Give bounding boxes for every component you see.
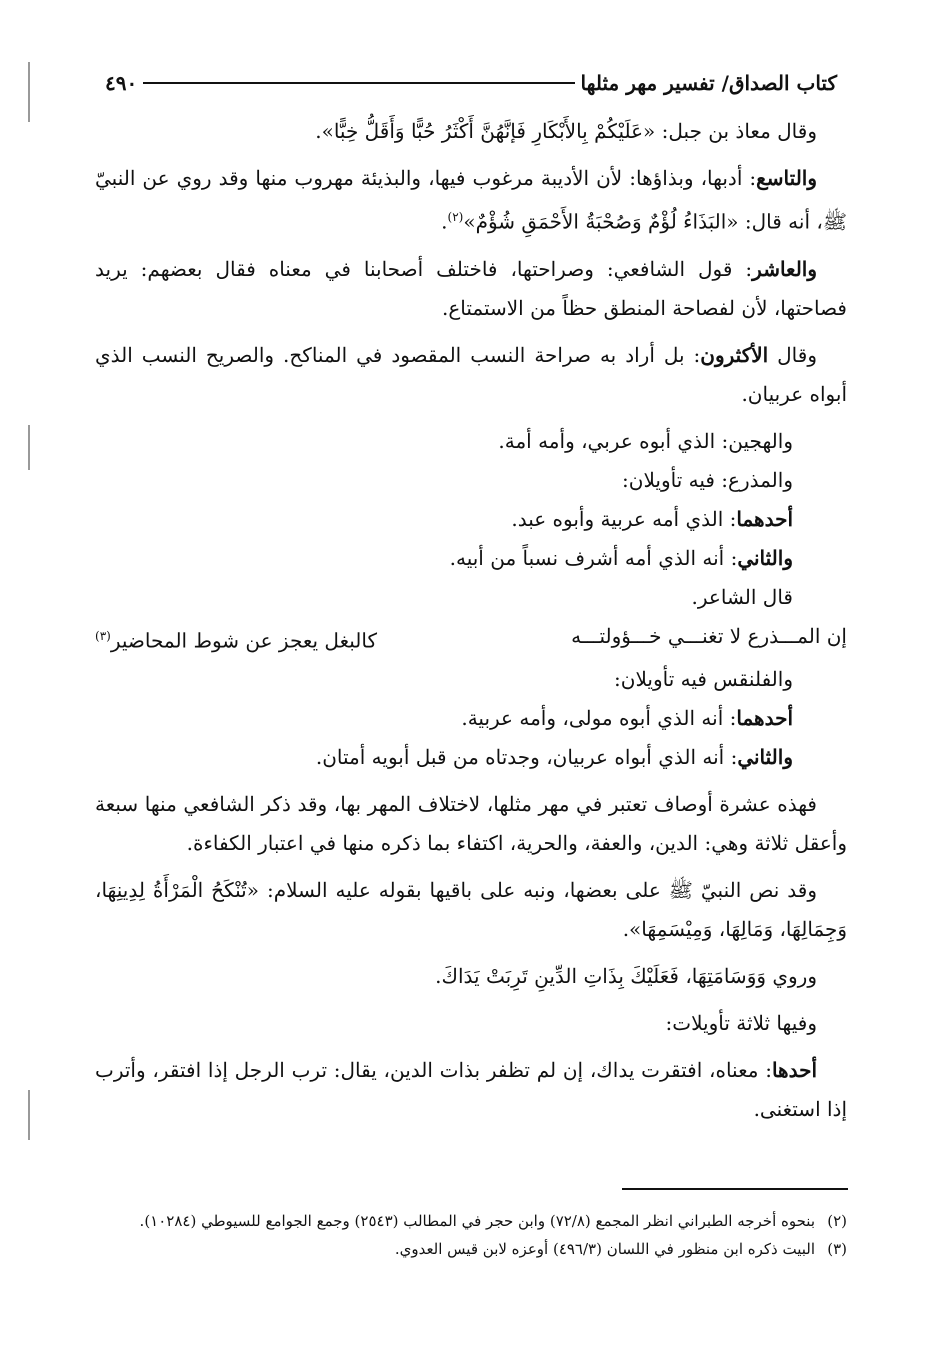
verse-second-hemistich: كالبغل يعجز عن شوط المحاضير [110,628,377,653]
paragraph [95,159,847,242]
paragraph [95,785,847,863]
page-number: ٤٩٠ [105,71,138,95]
poetry-verse [95,617,847,661]
footnote-number: (٢) [827,1212,847,1230]
footnote-ref: (٢) [447,210,464,224]
paragraph [95,250,847,328]
paragraph [95,738,847,777]
paragraph-text: : معناه، افتقرت يداك، إن لم تظفر بذات الدين، يقال: ترب الرجل إذا افتقر، وأترب إذا استغنى. [95,1058,847,1122]
header-rule [143,82,574,84]
paragraph [95,699,847,738]
footnote-separator [622,1188,848,1190]
paragraph-text: والفلنقس فيه تأويلان: [614,667,793,692]
paragraph [95,461,847,500]
paragraph [95,871,847,949]
paragraph [95,112,847,151]
paragraph-text: قال الشاعر. [691,584,793,609]
paragraph-text: : الذي أمه عربية وأبوه عبد. [511,506,737,531]
footnote-ref: (٣) [95,628,111,643]
footnote [95,1208,847,1234]
main-text [95,112,847,1137]
paragraph-text: والهجين: الذي أبوه عربي، وأمه أمة. [498,428,793,453]
paragraph-label: أحدهما [736,506,793,531]
paragraph [95,1051,847,1129]
footnote-text: البيت ذكره ابن منظور في اللسان (٤٩٦/٣) أوعزه لابن قيس العدوي. [394,1240,815,1258]
header-title: كتاب الصداق/ تفسير مهر مثلها [580,71,837,95]
paragraph-text: : بل أراد به صراحة النسب المقصود في المناكح. والصريح النسب الذي أبواه عربيان. [95,342,847,406]
paragraph [95,539,847,578]
paragraph-text: وفيها ثلاثة تأويلات: [665,1011,817,1036]
scan-margin-mark [28,1090,30,1140]
footnote-number: (٣) [827,1240,847,1258]
paragraph-label: والتاسع [756,166,817,190]
running-header [95,66,845,100]
paragraph-label: أحدهما [736,706,793,731]
paragraph-text: فهذه عشرة أوصاف تعتبر في مهر مثلها، لاختلاف المهر بها، وقد ذكر الشافعي منها سبعة وأعقل ثلاثة وهي: الدين، والعفة، والحرية، اكتفاء بما ذكره منها في اعتبار الكفاءة. [95,792,847,856]
paragraph-text: والمذرع: فيه تأويلان: [622,467,793,492]
paragraph [95,422,847,461]
paragraph [95,578,847,617]
paragraph [95,957,847,996]
scan-margin-mark [28,62,30,122]
verse-first-hemistich: إن المـــذرع لا تغنـــي خـــؤولتـــه [571,623,847,648]
footnote [95,1236,847,1262]
paragraph-label: والعاشر [752,256,817,281]
paragraph-text: : أنه الذي أمه أشرف نسباً من أبيه. [449,545,738,570]
paragraph-label: والثاني [737,745,793,770]
verse-second-hemistich-wrap [95,617,377,661]
paragraph-text: : أدبها، وبذاؤها: لأن الأديبة مرغوب فيها، والبذيئة مهروب منها وقد روي عن النبيّ ﷺ، أنه قال: «البَذَاءُ لُؤْمٌ وَصُحْبَةُ الأَحْمَقِ شُؤْمٌ» [95,166,847,234]
paragraph-text: : أنه الذي أبواه عربيان، وجدتاه من قبل أبويه أمتان. [315,745,738,770]
paragraph [95,336,847,414]
paragraph-text: وقال [768,342,817,367]
footnote-text: بنحوه أخرجه الطبراني انظر المجمع (٧٢/٨) وابن حجر في المطالب (٢٥٤٣) وجمع الجوامع للسيوطي (١٠٢٨٤). [139,1212,815,1230]
paragraph-text: وقال معاذ بن جبل: «عَلَيْكُمْ بِالأَبْكَارِ فَإنَّهُنَّ أَكْثَرُ حُبًّا وَأَقَلُّ خِبًّا». [315,119,817,143]
paragraph-text: وقد نص النبيّ ﷺ على بعضها، ونبه على باقيها بقوله عليه السلام: «تُنْكَحُ الْمَرْأَةُ لِدِينِهَا، وَجِمَالِهَا، وَمَالِهَا، وَمِيْسَمِهَا». [95,878,847,942]
paragraph [95,660,847,699]
paragraph-label: الأكثرون [700,342,769,367]
paragraph-label: أحدها [771,1058,817,1083]
paragraph-text: : أنه الذي أبوه مولى، وأمه عربية. [461,706,737,731]
paragraph [95,1004,847,1043]
paragraph-text: وروي وَوَسَامَتِهَا، فَعَلَيْكَ بِذَاتِ الدِّينِ تَرِبَتْ يَدَاكَ. [435,964,817,989]
footnotes [95,1208,847,1264]
scan-margin-mark [28,425,30,470]
paragraph [95,500,847,539]
paragraph-text: : قول الشافعي: وصراحتها، فاختلف أصحابنا في معناه فقال بعضهم: يريد فصاحتها، لأن لفصاحة المنطق حظاً من الاستمتاع. [95,256,847,320]
paragraph-label: والثاني [737,545,793,570]
paragraph-end: . [441,209,448,234]
